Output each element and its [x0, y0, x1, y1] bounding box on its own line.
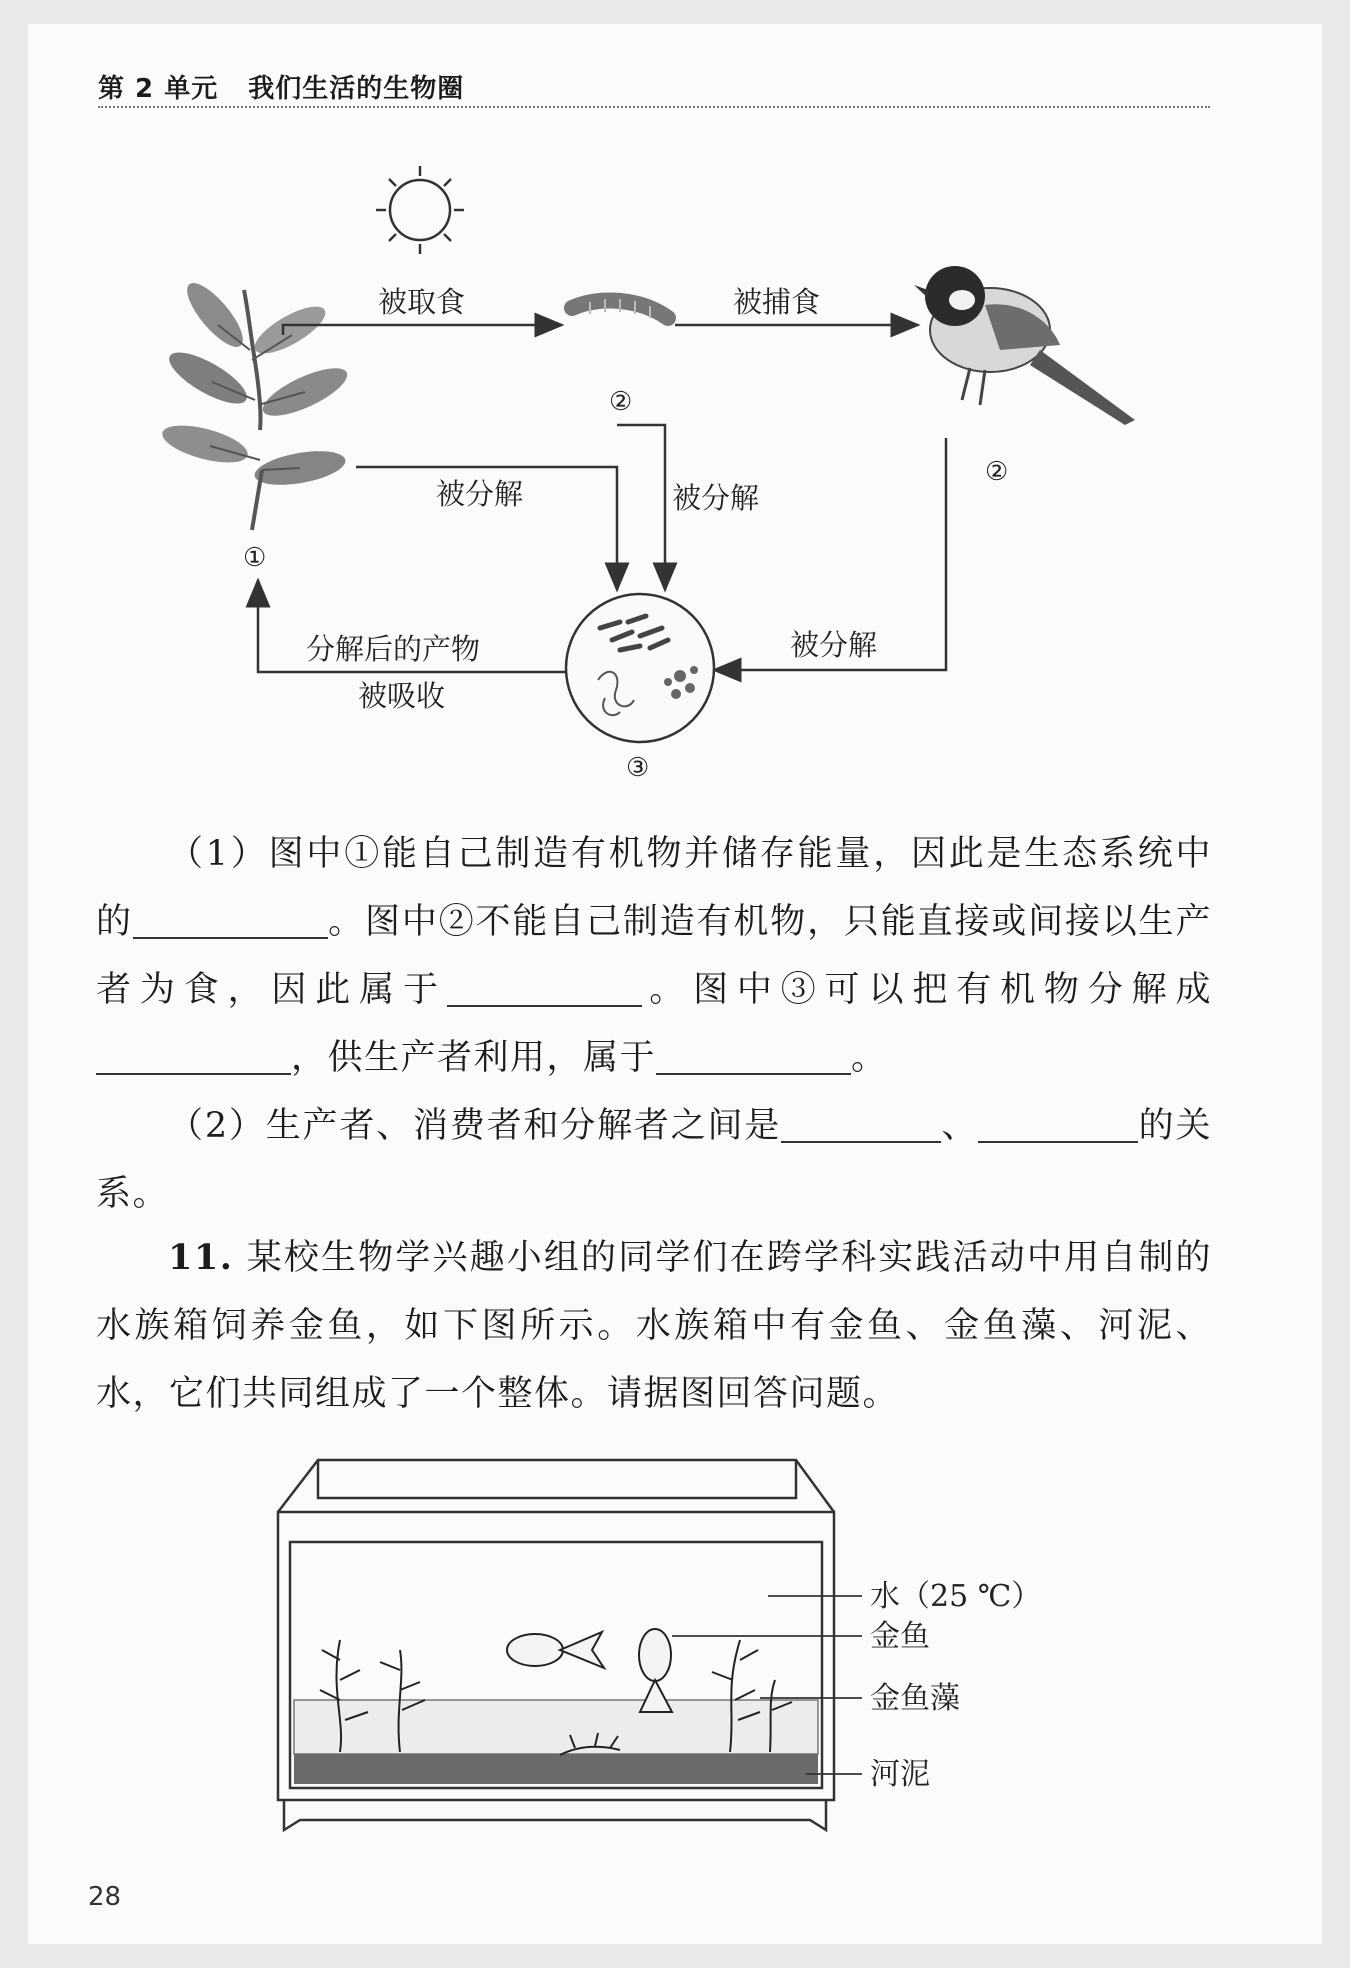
label-water: 水（25 ℃）	[870, 1579, 1042, 1614]
answer-blank-4[interactable]	[656, 1033, 851, 1075]
plant-leaf-icon	[159, 275, 353, 530]
page-number: 28	[88, 1882, 122, 1912]
arrow-eaten	[283, 325, 562, 335]
question-10	[96, 820, 1212, 1228]
marker-caterpillar: ②	[609, 387, 633, 417]
marker-decomposer: ③	[626, 753, 650, 783]
label-bird-decomposed: 被分解	[790, 628, 878, 662]
label-absorbed-line1: 分解后的产物	[306, 632, 481, 666]
decomposer-icon	[566, 594, 714, 742]
arrow-caterpillar-decomposed	[617, 425, 665, 590]
question-11-text: 某校生物学兴趣小组的同学们在跨学科实践活动中用自制的水族箱饲养金鱼，如下图所示。水族箱中有金鱼、金鱼藻、河泥、水，它们共同组成了一个整体。请据图回答问题。	[96, 1238, 1212, 1414]
answer-blank-6[interactable]	[978, 1101, 1138, 1143]
label-absorbed-line2: 被吸收	[358, 679, 446, 713]
answer-blank-2[interactable]	[447, 965, 642, 1007]
caterpillar-icon	[572, 299, 668, 318]
label-river-mud: 河泥	[870, 1757, 930, 1792]
label-plant-decomposed: 被分解	[436, 477, 524, 511]
label-eaten: 被取食	[378, 285, 466, 319]
label-preyed: 被捕食	[733, 285, 821, 319]
answer-blank-5[interactable]	[781, 1101, 941, 1143]
question-11	[96, 1224, 1212, 1428]
unit-label: 第 2 单元	[98, 74, 219, 104]
question-10-part1: （1）图中①能自己制造有机物并储存能量，因此是生态系统中的 。图中②不能自己制造有机物，只能直接或间接以生产者为食，因此属于 。图中③可以把有机物分解成，供生产者利用，属于 。	[96, 834, 1212, 1078]
question-11-number: 11.	[168, 1237, 234, 1278]
ecosystem-diagram	[0, 0, 1350, 800]
answer-blank-1[interactable]	[133, 897, 328, 939]
question-10-part2: （2）生产者、消费者和分解者之间是 、 的关系。	[96, 1092, 1212, 1228]
sun-icon	[376, 166, 464, 254]
marker-bird: ②	[985, 457, 1009, 487]
label-hornwort: 金鱼藻	[870, 1681, 960, 1716]
label-caterpillar-decomposed: 被分解	[672, 481, 760, 515]
bird-icon	[914, 266, 1135, 425]
answer-blank-3[interactable]	[96, 1033, 291, 1075]
marker-plant: ①	[243, 543, 267, 573]
label-goldfish: 金鱼	[870, 1619, 930, 1654]
unit-title: 我们生活的生物圈	[248, 74, 465, 104]
